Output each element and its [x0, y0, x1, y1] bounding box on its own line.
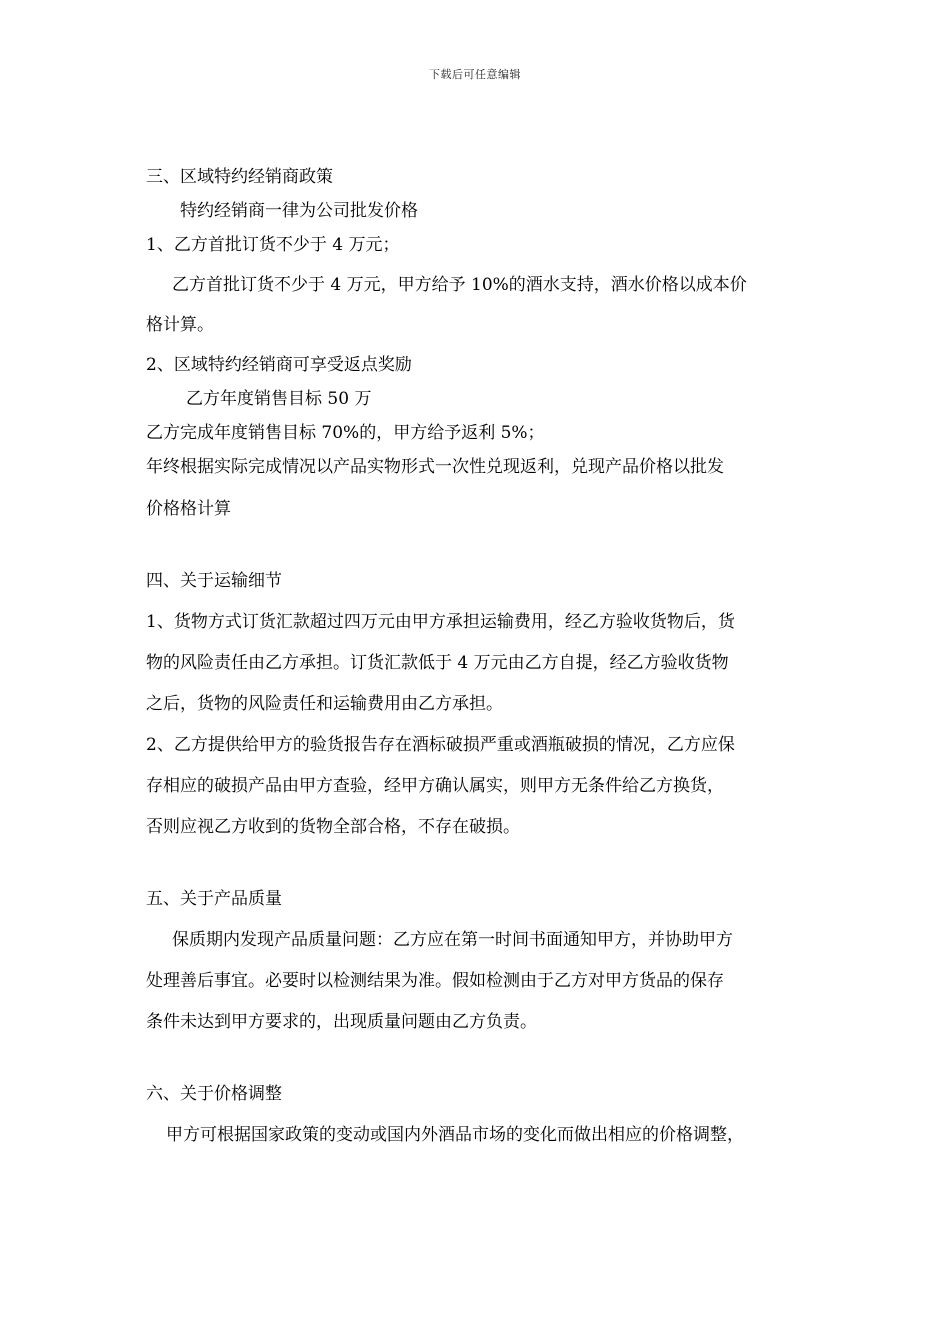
paragraph-line: 价格格计算 — [146, 499, 231, 519]
paragraph-line: 甲方可根据国家政策的变动或国内外酒品市场的变化而做出相应的价格调整， — [166, 1125, 744, 1145]
paragraph-line: 2、区域特约经销商可享受返点奖励 — [146, 355, 412, 375]
paragraph-line: 格计算。 — [146, 315, 214, 335]
paragraph-line: 条件未达到甲方要求的，出现质量问题由乙方负责。 — [146, 1012, 537, 1032]
section-title-4: 四、关于运输细节 — [146, 571, 282, 591]
section-title-5: 五、关于产品质量 — [146, 889, 282, 909]
paragraph-line: 乙方完成年度销售目标 70%的，甲方给予返利 5%； — [146, 423, 545, 443]
paragraph-line: 之后，货物的风险责任和运输费用由乙方承担。 — [146, 694, 503, 714]
paragraph-line: 1、货物方式订货汇款超过四万元由甲方承担运输费用，经乙方验收货物后，货 — [146, 612, 735, 632]
paragraph-line: 年终根据实际完成情况以产品实物形式一次性兑现返利，兑现产品价格以批发 — [146, 457, 724, 477]
paragraph-line: 物的风险责任由乙方承担。订货汇款低于 4 万元由乙方自提，经乙方验收货物 — [146, 653, 729, 673]
paragraph-line: 1、乙方首批订货不少于 4 万元； — [146, 235, 400, 255]
paragraph-line: 处理善后事宜。必要时以检测结果为准。假如检测由于乙方对甲方货品的保存 — [146, 971, 724, 991]
paragraph-line: 保质期内发现产品质量问题：乙方应在第一时间书面通知甲方，并协助甲方 — [172, 930, 733, 950]
paragraph-line: 乙方年度销售目标 50 万 — [186, 389, 372, 409]
paragraph-line: 存相应的破损产品由甲方查验，经甲方确认属实，则甲方无条件给乙方换货， — [146, 776, 724, 796]
document-body — [146, 160, 816, 1152]
paragraph-line: 特约经销商一律为公司批发价格 — [180, 201, 418, 221]
paragraph-line: 否则应视乙方收到的货物全部合格，不存在破损。 — [146, 817, 520, 837]
page-header-note: 下载后可任意编辑 — [429, 68, 521, 81]
paragraph-line: 2、乙方提供给甲方的验货报告存在酒标破损严重或酒瓶破损的情况，乙方应保 — [146, 735, 735, 755]
section-title-6: 六、关于价格调整 — [146, 1084, 282, 1104]
section-title-3: 三、区域特约经销商政策 — [146, 167, 333, 187]
paragraph-line: 乙方首批订货不少于 4 万元，甲方给予 10%的酒水支持，酒水价格以成本价 — [172, 275, 747, 295]
